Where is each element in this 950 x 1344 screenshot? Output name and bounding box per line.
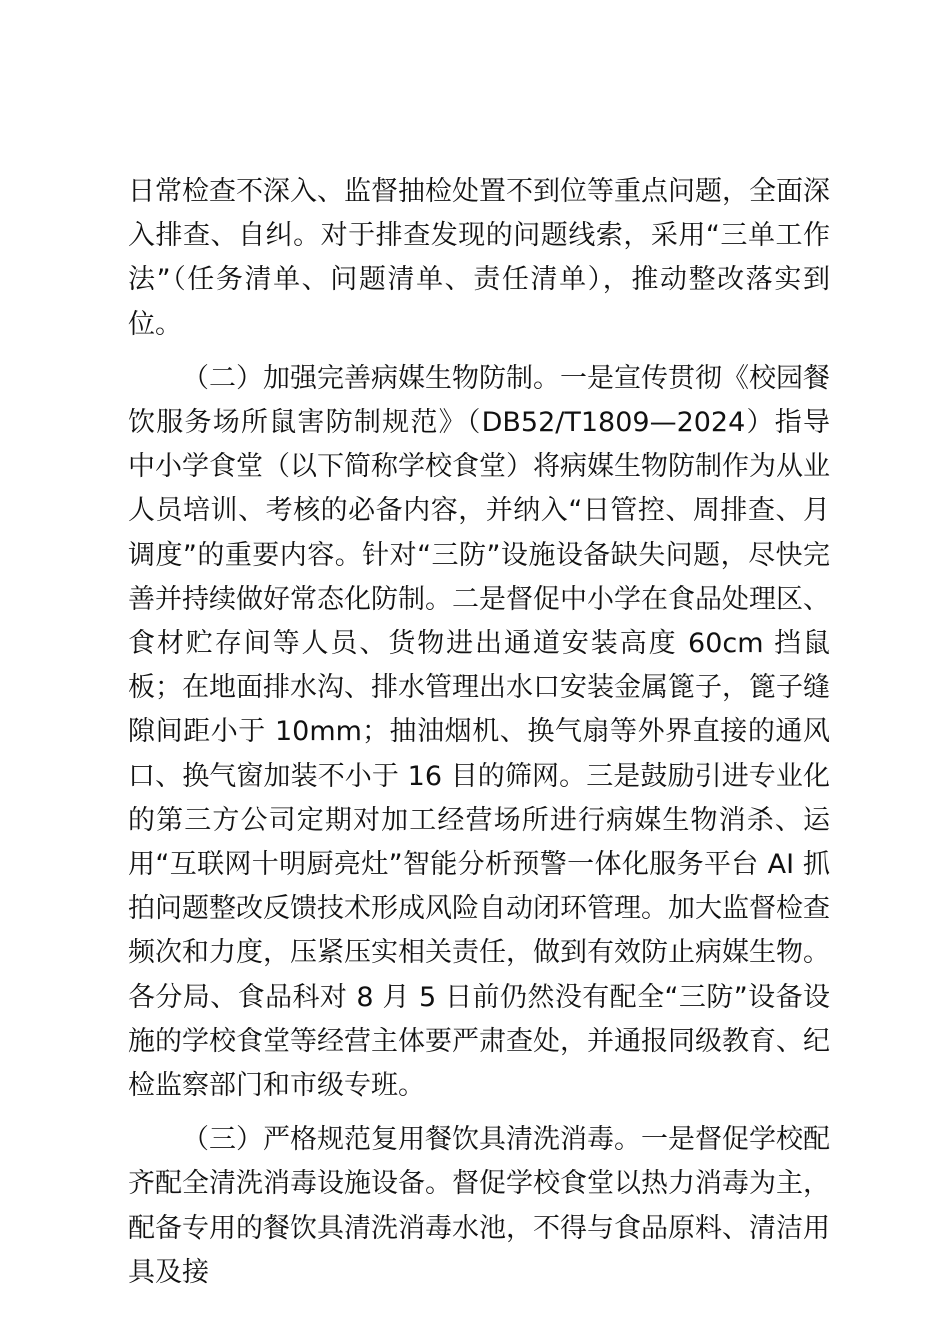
paragraph-section-2: （二）加强完善病媒生物防制。一是宣传贯彻《校园餐饮服务场所鼠害防制规范》（DB52/T1809—2024）指导中小学食堂（以下简称学校食堂）将病媒生物防制作为从业人员培训、考核的必备内容，并纳入“日管控、周排查、月调度”的重要内容。针对“三防”设施设备缺失问题，尽快完善并持续做好常态化防制。二是督促中小学在食品处理区、食材贮存间等人员、货物进出通道安装高度 60cm 挡鼠板；在地面排水沟、排水管理出水口安装金属篦子，篦子缝隙间距小于 10mm；抽油烟机、换气扇等外界直接的通风口、换气窗加装不小于 16 目的筛网。三是鼓励引进专业化的第三方公司定期对加工经营场所进行病媒生物消杀、运用“互联网十明厨亮灶”智能分析预警一体化服务平台 AI 抓拍问题整改反馈技术形成风险自动闭环管理。加大监督检查频次和力度，压紧压实相关责任，做到有效防止病媒生物。各分局、食品科对 8 月 5 日前仍然没有配全“三防”设备设施的学校食堂等经营主体要严肃查处，并通报同级教育、纪检监察部门和市级专班。: [128, 362, 830, 1102]
paragraph-continuation: 日常检查不深入、监督抽检处置不到位等重点问题，全面深入排查、自纠。对于排查发现的问题线索，采用“三单工作法”（任务清单、问题清单、责任清单），推动整改落实到位。: [128, 176, 830, 340]
document-body: [128, 170, 830, 1295]
paragraph-section-3: （三）严格规范复用餐饮具清洗消毒。一是督促学校配齐配全清洗消毒设施设备。督促学校食堂以热力消毒为主，配备专用的餐饮具清洗消毒水池，不得与食品原料、清洁用具及接: [128, 1124, 830, 1288]
